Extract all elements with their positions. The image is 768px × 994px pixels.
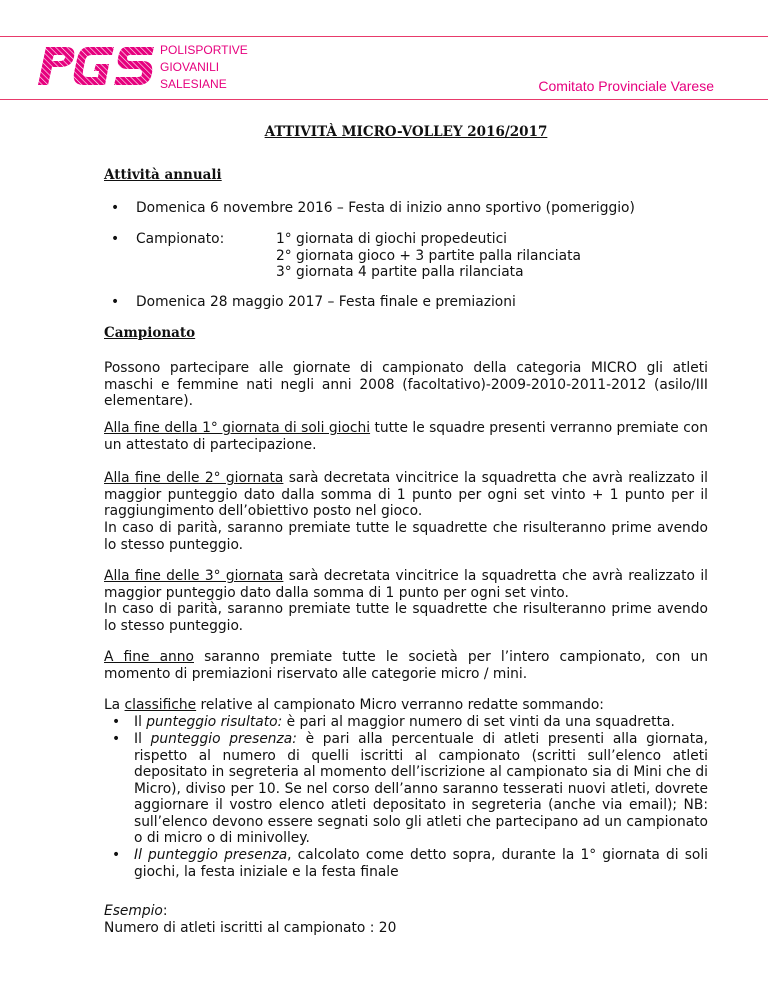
paragraph-day-3-tie: In caso di parità, saranno premiate tutte le squadrette che risulteranno prime avendo lo stesso punteggio. <box>104 601 708 634</box>
org-line-1: POLISPORTIVE <box>160 43 248 57</box>
esempio-label: Esempio: <box>104 903 168 919</box>
esempio-line: Numero di atleti iscritti al campionato : 20 <box>104 920 397 936</box>
header-bottom-line <box>0 99 768 100</box>
comitato-label: Comitato Provinciale Varese <box>538 78 714 94</box>
bullet-icon: • <box>112 731 121 747</box>
bullet-icon: • <box>112 714 121 730</box>
paragraph-eligibility: Possono partecipare alle giornate di campionato della categoria MICRO gli atleti maschi e femmine nati negli anni 2008 (facoltativo)-2009-2010-2011-2012 (asilo/III elementare). <box>104 360 708 409</box>
bullet-icon: • <box>111 294 120 310</box>
paragraph-day-3: Alla fine delle 3° giornata sarà decretata vincitrice la squadretta che avrà realizzato il maggior punteggio dato dalla somma di 1 punto per ogni set vinto. <box>104 568 708 601</box>
org-line-2: GIOVANILI <box>160 60 220 74</box>
pgs-logo <box>36 45 156 87</box>
org-line-3: SALESIANE <box>160 77 227 91</box>
campionato-days: 1° giornata di giochi propedeutici 2° giornata gioco + 3 partite palla rilanciata 3° giornata 4 partite palla rilanciata <box>276 231 581 280</box>
bullet-icon: • <box>112 847 121 863</box>
org-name <box>160 42 248 93</box>
page-title: ATTIVITÀ MICRO-VOLLEY 2016/2017 <box>264 124 548 140</box>
logo-text: PGS <box>36 45 39 46</box>
paragraph-day-2-tie: In caso di parità, saranno premiate tutte le squadrette che risulteranno prime avendo lo stesso punteggio. <box>104 520 708 553</box>
paragraph-day-1: Alla fine della 1° giornata di soli giochi tutte le squadre presenti verranno premiate con un attestato di partecipazione. <box>104 420 708 453</box>
paragraph-day-2: Alla fine delle 2° giornata sarà decretata vincitrice la squadretta che avrà realizzato il maggior punteggio dato dalla somma di 1 punto per ogni set vinto + 1 punto per il raggiungimento dell’obiettivo posto nel gioco. <box>104 470 708 519</box>
campionato-heading: Campionato <box>104 325 196 341</box>
annual-heading: Attività annuali <box>104 167 222 183</box>
bullet-icon: • <box>111 231 120 247</box>
header-top-line <box>0 36 768 37</box>
paragraph-year-end: A fine anno saranno premiate tutte le società per l’intero campionato, con un momento di premiazioni riservato alle categorie micro / mini. <box>104 649 708 682</box>
bullet-icon: • <box>111 200 120 216</box>
paragraph-classifiche: La classifiche relative al campionato Micro verranno redatte sommando: <box>104 697 604 713</box>
